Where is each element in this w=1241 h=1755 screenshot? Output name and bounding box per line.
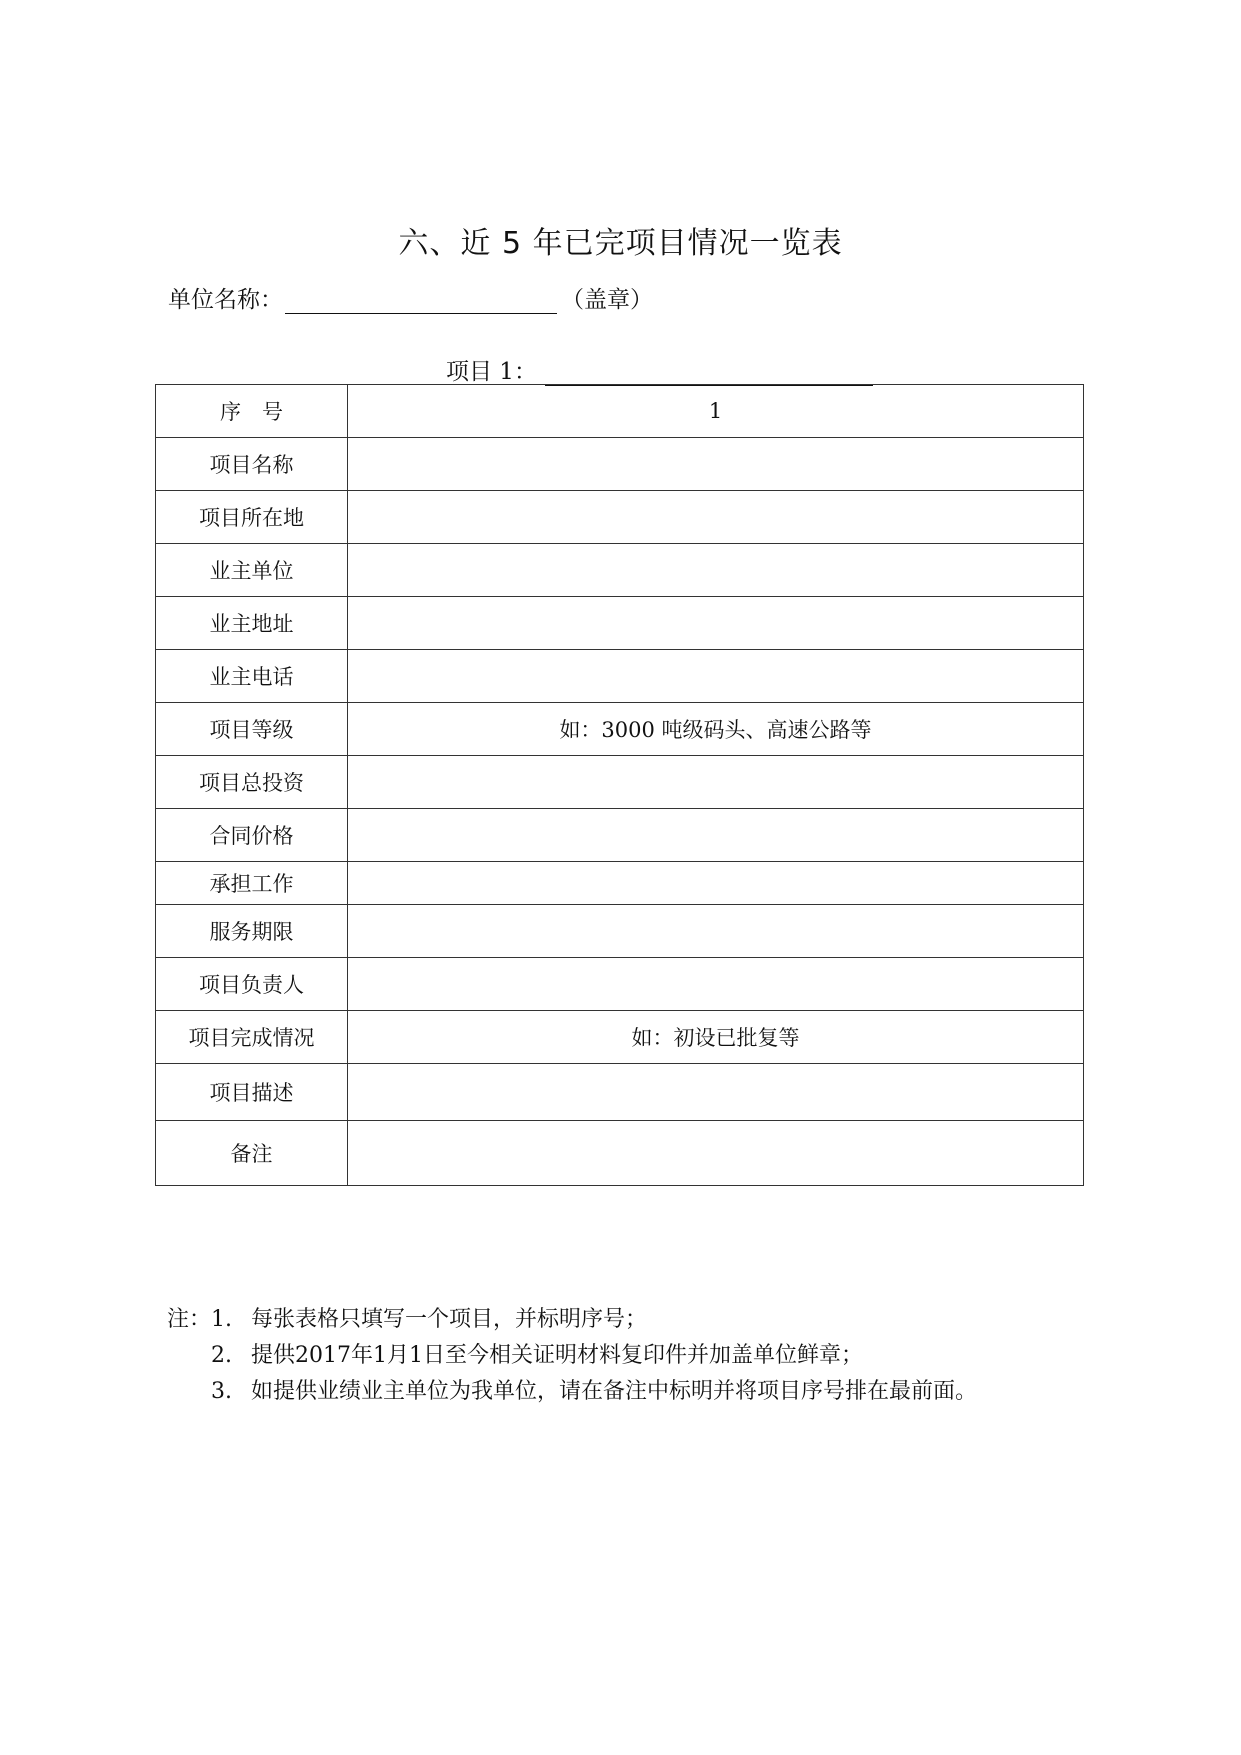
note-text: 如提供业绩业主单位为我单位，请在备注中标明并将项目序号排在最前面。 [251, 1379, 978, 1404]
table-row [156, 1064, 1084, 1121]
table-row [156, 597, 1084, 650]
table-row [156, 438, 1084, 491]
unit-name-label: 单位名称： [168, 287, 283, 313]
project-line [446, 353, 873, 386]
row-label: 项目总投资 [156, 756, 348, 809]
row-value[interactable] [348, 544, 1084, 597]
unit-name-field[interactable] [285, 287, 557, 314]
project-table [155, 384, 1084, 1186]
row-value[interactable] [348, 597, 1084, 650]
row-value[interactable]: 1 [348, 385, 1084, 438]
table-row [156, 385, 1084, 438]
row-value[interactable]: 如：3000 吨级码头、高速公路等 [348, 703, 1084, 756]
note-text: 每张表格只填写一个项目，并标明序号； [251, 1307, 648, 1332]
table-row [156, 703, 1084, 756]
row-label: 备注 [156, 1121, 348, 1186]
row-label: 项目完成情况 [156, 1011, 348, 1064]
note-text: 提供2017年1月1日至今相关证明材料复印件并加盖单位鲜章； [251, 1343, 863, 1368]
table-row [156, 1121, 1084, 1186]
row-value[interactable] [348, 438, 1084, 491]
row-label: 业主电话 [156, 650, 348, 703]
row-value[interactable] [348, 958, 1084, 1011]
row-label: 项目等级 [156, 703, 348, 756]
note-number: 2. [211, 1343, 232, 1368]
unit-name-line [168, 281, 653, 314]
row-label: 项目描述 [156, 1064, 348, 1121]
table-row [156, 756, 1084, 809]
row-label: 业主地址 [156, 597, 348, 650]
row-value[interactable] [348, 491, 1084, 544]
note-item [167, 1302, 977, 1338]
row-label: 序 号 [156, 385, 348, 438]
row-label: 项目所在地 [156, 491, 348, 544]
row-label: 业主单位 [156, 544, 348, 597]
note-number: 1. [211, 1307, 232, 1332]
row-value[interactable] [348, 862, 1084, 905]
notes-prefix: 注： [167, 1307, 212, 1332]
table-row [156, 544, 1084, 597]
row-value[interactable]: 如：初设已批复等 [348, 1011, 1084, 1064]
row-value[interactable] [348, 1121, 1084, 1186]
row-label: 项目名称 [156, 438, 348, 491]
note-item [167, 1338, 977, 1374]
table-row [156, 650, 1084, 703]
row-value[interactable] [348, 905, 1084, 958]
page-title: 六、近 5 年已完项目情况一览表 [398, 226, 843, 261]
note-number: 3. [211, 1379, 232, 1404]
row-value[interactable] [348, 1064, 1084, 1121]
seal-note: （盖章） [561, 287, 653, 313]
note-item [167, 1374, 977, 1410]
row-value[interactable] [348, 809, 1084, 862]
row-label: 合同价格 [156, 809, 348, 862]
row-value[interactable] [348, 650, 1084, 703]
table-row [156, 491, 1084, 544]
row-label: 承担工作 [156, 862, 348, 905]
row-value[interactable] [348, 756, 1084, 809]
table-row [156, 905, 1084, 958]
table-row [156, 809, 1084, 862]
notes-section [167, 1302, 977, 1410]
table-row [156, 958, 1084, 1011]
project-name-field[interactable] [545, 359, 873, 386]
table-row [156, 1011, 1084, 1064]
table-row [156, 862, 1084, 905]
row-label: 服务期限 [156, 905, 348, 958]
project-label: 项目 1： [446, 359, 537, 385]
row-label: 项目负责人 [156, 958, 348, 1011]
